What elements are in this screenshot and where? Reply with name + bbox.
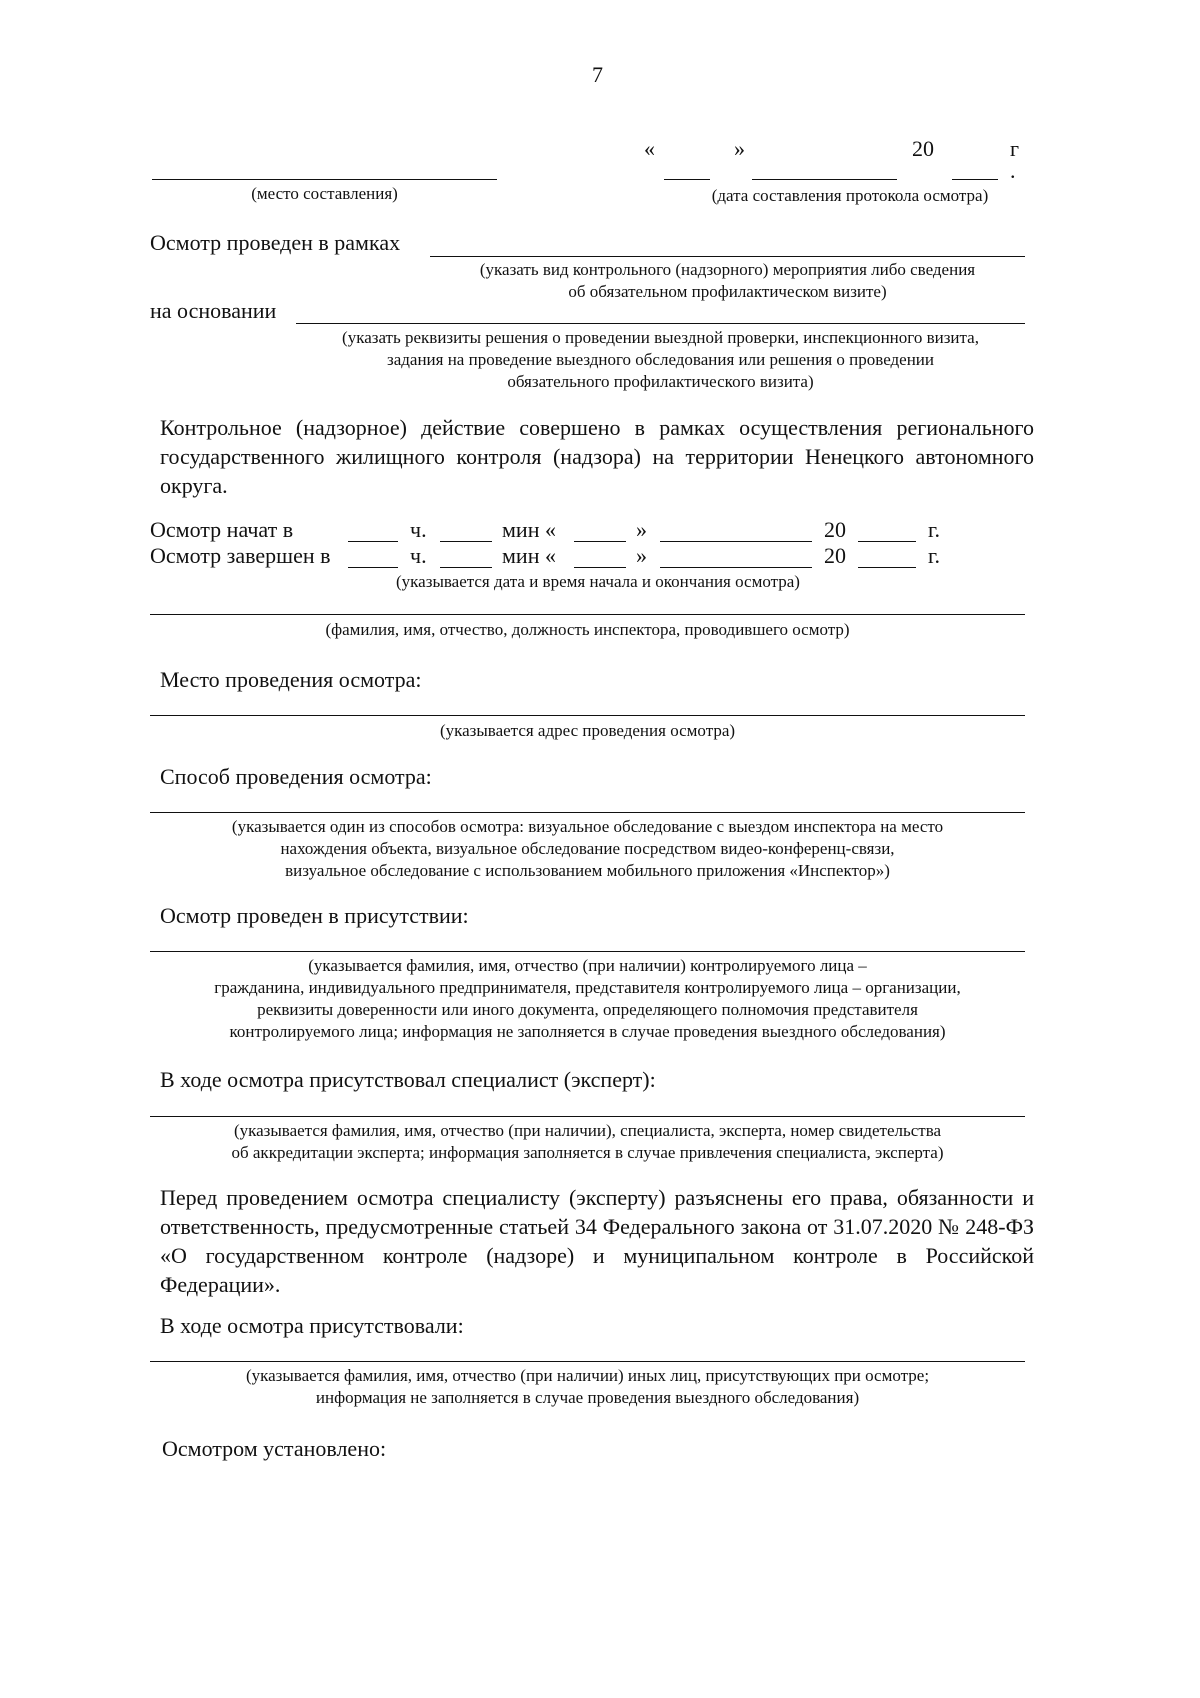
end-hour-unit: ч. <box>410 543 427 568</box>
framework-field[interactable] <box>430 256 1025 257</box>
location-field[interactable] <box>150 715 1025 716</box>
date-month-field[interactable] <box>752 179 897 180</box>
location-caption: (указывается адрес проведения осмотра) <box>439 721 736 740</box>
presence-caption-1: (указывается фамилия, имя, отчество (при наличии) контролируемого лица – <box>308 956 867 975</box>
basis-caption-2: задания на проведение выездного обследования или решения о проведении <box>386 350 935 369</box>
end-label: Осмотр завершен в <box>150 543 331 568</box>
end-year-field[interactable] <box>858 567 916 568</box>
place-caption: (место составления) <box>251 184 398 203</box>
presence-caption-2: гражданина, индивидуального предпринимателя, представителя контролируемого лица – организации, <box>214 978 961 997</box>
basis-caption-1: (указать реквизиты решения о проведении выездной проверки, инспекционного визита, <box>342 328 979 347</box>
control-paragraph: Контрольное (надзорное) действие совершено в рамках осуществления регионального государственного жилищного контроля (надзора) на территории Ненецкого автономного округа. <box>160 415 1034 498</box>
page-number: 7 <box>592 62 603 87</box>
method-caption-2: нахождения объекта, визуальное обследование посредством видео-конференц-связи, <box>280 839 895 858</box>
start-year-field[interactable] <box>858 541 916 542</box>
end-year-prefix: 20 <box>824 543 846 568</box>
findings-label: Осмотром установлено: <box>162 1436 387 1461</box>
framework-caption-2: об обязательном профилактическом визите) <box>568 282 887 301</box>
end-hour-field[interactable] <box>348 567 398 568</box>
date-year-prefix: 20 <box>912 136 934 161</box>
method-field[interactable] <box>150 812 1025 813</box>
start-quote-close: » <box>636 517 647 542</box>
start-year-unit: г. <box>928 517 941 542</box>
specialist-label: В ходе осмотра присутствовал специалист (эксперт): <box>160 1067 656 1092</box>
start-day-field[interactable] <box>574 541 626 542</box>
presence-caption-4: контролируемого лица; информация не заполняется в случае проведения выездного обследования) <box>229 1022 946 1041</box>
presence-label: Осмотр проведен в присутствии: <box>160 903 469 928</box>
end-year-unit: г. <box>928 543 941 568</box>
location-label: Место проведения осмотра: <box>160 667 422 692</box>
date-year-suffix: г <box>1010 136 1020 161</box>
specialist-caption-1: (указывается фамилия, имя, отчество (при наличии), специалиста, эксперта, номер свидетельства <box>233 1121 942 1140</box>
specialist-field[interactable] <box>150 1116 1025 1117</box>
attendees-label: В ходе осмотра присутствовали: <box>160 1313 464 1338</box>
end-min-unit: мин « <box>502 543 556 568</box>
start-label: Осмотр начат в <box>150 517 294 542</box>
date-quote-close: » <box>734 136 745 161</box>
inspector-field[interactable] <box>150 614 1025 615</box>
basis-field[interactable] <box>296 323 1025 324</box>
end-quote-close: » <box>636 543 647 568</box>
end-month-field[interactable] <box>660 567 812 568</box>
method-label: Способ проведения осмотра: <box>160 764 432 789</box>
basis-label: на основании <box>150 298 277 323</box>
date-quote-open: « <box>644 136 655 161</box>
attendees-field[interactable] <box>150 1361 1025 1362</box>
date-day-field[interactable] <box>664 179 710 180</box>
method-caption-1: (указывается один из способов осмотра: визуальное обследование с выездом инспектора на место <box>231 817 944 836</box>
framework-caption-1: (указать вид контрольного (надзорного) мероприятия либо сведения <box>479 260 976 279</box>
rights-paragraph: Перед проведением осмотра специалисту (эксперту) разъяснены его права, обязанности и ответственность, предусмотренные статьей 34 Федерального закона от 31.07.2020 № 248-ФЗ «О государственном контроле (надзоре) и муниципальном контроле в Российской Федерации». <box>160 1185 1034 1297</box>
date-year-field[interactable] <box>952 179 998 180</box>
framework-label: Осмотр проведен в рамках <box>150 230 401 255</box>
end-min-field[interactable] <box>440 567 492 568</box>
start-min-unit: мин « <box>502 517 556 542</box>
start-hour-unit: ч. <box>410 517 427 542</box>
presence-caption-3: реквизиты доверенности или иного документа, определяющего полномочия представителя <box>257 1000 918 1019</box>
specialist-caption-2: об аккредитации эксперта; информация заполняется в случае привлечения специалиста, эксперта) <box>231 1143 944 1162</box>
start-hour-field[interactable] <box>348 541 398 542</box>
place-field[interactable] <box>152 179 497 180</box>
attendees-caption-2: информация не заполняется в случае проведения выездного обследования) <box>315 1388 860 1407</box>
start-month-field[interactable] <box>660 541 812 542</box>
date-caption: (дата составления протокола осмотра) <box>711 186 989 205</box>
inspector-caption: (фамилия, имя, отчество, должность инспектора, проводившего осмотр) <box>325 620 850 639</box>
method-caption-3: визуальное обследование с использованием мобильного приложения «Инспектор») <box>285 861 890 880</box>
attendees-caption-1: (указывается фамилия, имя, отчество (при наличии) иных лиц, присутствующих при осмотре; <box>245 1366 930 1385</box>
timing-caption: (указывается дата и время начала и окончания осмотра) <box>396 572 800 591</box>
start-year-prefix: 20 <box>824 517 846 542</box>
basis-caption-3: обязательного профилактического визита) <box>507 372 814 391</box>
end-day-field[interactable] <box>574 567 626 568</box>
presence-field[interactable] <box>150 951 1025 952</box>
date-dot: . <box>1010 158 1016 183</box>
start-min-field[interactable] <box>440 541 492 542</box>
